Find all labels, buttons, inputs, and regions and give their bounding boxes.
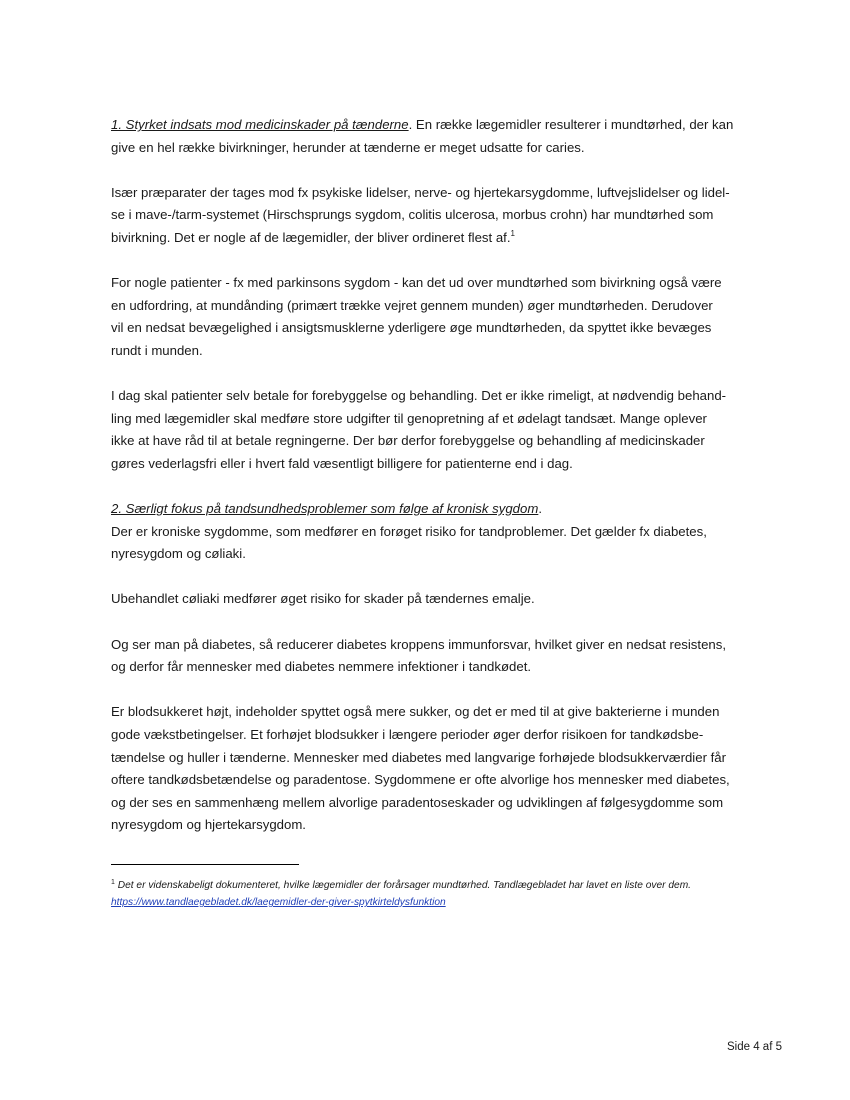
section2-p4-line-6: nyresygdom og hjertekarsygdom.	[111, 817, 306, 833]
section2-p4-line-2: gode vækstbetingelser. Et forhøjet blodsukker i længere perioder øger derfor risikoen for tandkødsbe-	[111, 727, 704, 743]
footnote-line-1	[111, 877, 751, 894]
section1-p3-line-3: vil en nedsat bevægelighed i ansigtsmusklerne yderligere øge mundtørheden, da spyttet ikke bevæges	[111, 320, 712, 336]
section2-p4-line-3: tændelse og huller i tænderne. Mennesker med diabetes med langvarige forhøjede blodsukkerværdier får	[111, 749, 727, 765]
section1-p4-line-4: gøres vederlagsfri eller i hvert fald væsentligt billigere for patienterne end i dag.	[111, 455, 573, 471]
section2-heading: 2. Særligt fokus på tandsundhedsproblemer som følge af kronisk sygdom	[111, 501, 539, 517]
section2-p4-line-1: Er blodsukkeret højt, indeholder spyttet også mere sukker, og det er med til at give bakterierne i munden	[111, 704, 720, 720]
footnote-link[interactable]: https://www.tandlaegebladet.dk/laegemidler-der-giver-spytkirteldysfunktion	[111, 897, 446, 908]
footnote-text: Det er videnskabeligt dokumenteret, hvilke lægemidler der forårsager mundtørhed. Tandlægebladet har lavet en liste over dem.	[117, 880, 692, 891]
section1-p4-line-3: ikke at have råd til at betale regningerne. Der bør derfor forebyggelse og behandling af medicinskader	[111, 433, 705, 449]
section1-heading: 1. Styrket indsats mod medicinskader på tænderne	[111, 117, 409, 132]
section1-p3-line-1: For nogle patienter - fx med parkinsons sygdom - kan det ud over mundtørhed som bivirkning også være	[111, 275, 722, 291]
section2-p4-line-4: oftere tandkødsbetændelse og paradentose. Sygdommene er ofte alvorlige hos mennesker med diabetes,	[111, 772, 730, 788]
section2-heading-line	[111, 498, 741, 521]
section1-p1-line-2: give en hel række bivirkninger, herunder at tænderne er meget udsatte for caries.	[111, 139, 585, 155]
section2-p3-line-1: Og ser man på diabetes, så reducerer diabetes kroppens immunforsvar, hvilket giver en nedsat resistens,	[111, 636, 726, 652]
page-number: Side 4 af 5	[727, 1041, 782, 1053]
section1-p2-line-2: se i mave-/tarm-systemet (Hirschsprungs sygdom, colitis ulcerosa, morbus crohn) har mundtørhed som	[111, 207, 714, 223]
section2-heading-suffix: .	[538, 501, 543, 517]
body-text	[111, 114, 741, 837]
section1-p1-line-1: . En række lægemidler resulterer i mundtørhed, der kan	[408, 117, 734, 132]
footnote-number: 1	[111, 879, 115, 886]
section1-p2-line-3-text: bivirkning. Det er nogle af de lægemidler, der bliver ordineret flest af.	[111, 229, 511, 245]
footnote-separator	[111, 864, 299, 865]
section1-p3-line-2: en udfordring, at mundånding (primært trække vejret gennem munden) øger mundtørheden. Derudover	[111, 297, 713, 313]
section2-p4-line-5: og der ses en sammenhæng mellem alvorlige paradentoseskader og udviklingen af følgesygdomme som	[111, 794, 724, 810]
footnote-line-2	[111, 894, 751, 911]
section1-p4-line-1: I dag skal patienter selv betale for forebyggelse og behandling. Det er ikke rimeligt, at nødvendig behand-	[111, 388, 727, 404]
footnote	[111, 877, 751, 911]
section2-p1-line-1: Der er kroniske sygdomme, som medfører en forøget risiko for tandproblemer. Det gælder fx diabetes,	[111, 523, 707, 539]
section1-first-line	[111, 114, 741, 137]
section1-p2-line-3	[111, 227, 741, 250]
section1-p4-line-2: ling med lægemidler skal medføre store udgifter til genopretning af et ødelagt tandsæt. Mange oplever	[111, 410, 707, 426]
section1-p3-line-4: rundt i munden.	[111, 342, 203, 358]
section2-p3-line-2: og derfor får mennesker med diabetes nemmere infektioner i tandkødet.	[111, 659, 532, 675]
section2-p1-line-2: nyresygdom og cøliaki.	[111, 546, 246, 562]
section1-p2-line-1: Især præparater der tages mod fx psykiske lidelser, nerve- og hjertekarsygdomme, luftvejslidelser og lidel-	[111, 184, 730, 200]
footnote-reference[interactable]: 1	[510, 228, 515, 238]
section2-p2-line-1: Ubehandlet cøliaki medfører øget risiko for skader på tændernes emalje.	[111, 591, 535, 607]
